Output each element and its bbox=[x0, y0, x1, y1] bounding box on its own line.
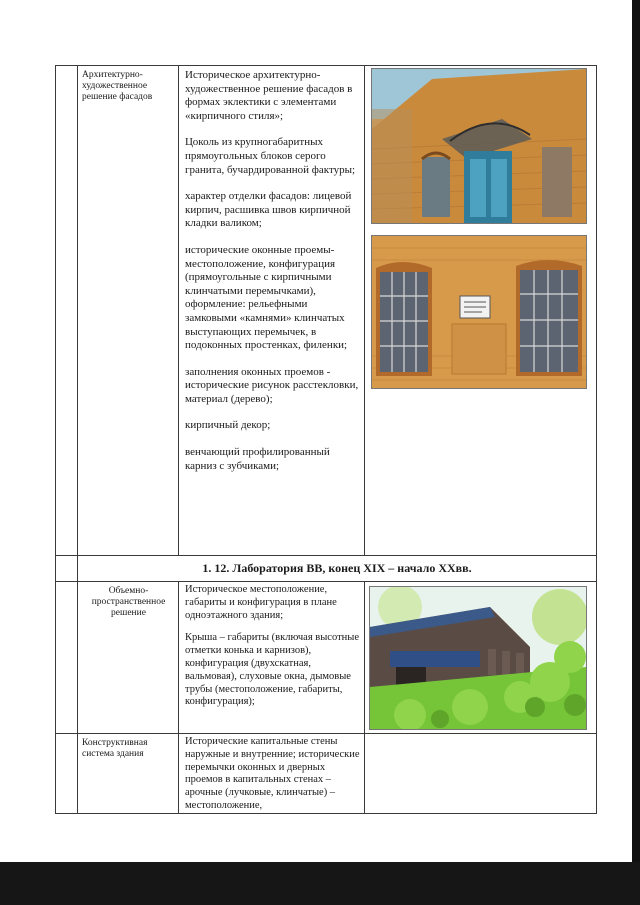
laboratory-building-photo bbox=[369, 586, 587, 730]
scan-edge-bottom bbox=[0, 862, 640, 905]
description-paragraph: Цоколь из крупногабаритных прямоугольных блоков серого гранита, бучардированной фактуры; bbox=[185, 136, 356, 176]
category-cell bbox=[78, 582, 179, 734]
description-paragraph: характер отделки фасадов: лицевой кирпич, расшивка швов кирпичной кладки валиком; bbox=[185, 190, 352, 230]
description-cell bbox=[179, 66, 365, 556]
brick-windows-image bbox=[372, 236, 586, 388]
category-cell bbox=[78, 66, 179, 556]
description-paragraph: Историческое архитектурно-художественное решение фасадов в формах эклектики с элементами «кирпичного стиля»; bbox=[185, 69, 353, 122]
index-cell bbox=[56, 734, 78, 814]
scan-edge-right bbox=[632, 0, 640, 905]
index-cell bbox=[56, 556, 78, 582]
photo-cell bbox=[365, 734, 597, 814]
table-row bbox=[56, 734, 597, 814]
laboratory-building-image bbox=[370, 587, 586, 729]
description-paragraph: Исторические капитальные стены наружные и внутренние; исторические перемычки оконных и дверных проемов в капитальных стенах – арочные (лучковые, клинчатые) – местоположение, bbox=[185, 736, 360, 811]
section-row bbox=[56, 556, 597, 582]
description-cell bbox=[179, 734, 365, 814]
category-label: Объемно-пространственное решение bbox=[91, 586, 166, 618]
section-title-cell bbox=[78, 556, 597, 582]
description-paragraph: исторические оконные проемы-местоположение, конфигурация (прямоугольные с кирпичными клинчатыми перемычками), оформление: рельефными замковыми «камнями» клинчатых выступающих перемычек, в подоконных простенках, филенки; bbox=[185, 243, 348, 352]
description-paragraph: Крыша – габариты (включая высотные отметки конька и карнизов), конфигурация (двухскатная, вальмовая), слуховые окна, дымовые трубы (местоположение, габариты, конфигурация); bbox=[185, 632, 360, 708]
brick-windows-photo bbox=[371, 235, 587, 389]
description-paragraph: Историческое местоположение, габариты и конфигурация в плане одноэтажного здания; bbox=[185, 584, 337, 621]
category-label: Архитектурно-художественное решение фасадов bbox=[82, 70, 153, 102]
index-cell bbox=[56, 582, 78, 734]
description-paragraph: заполнения оконных проемов - исторические рисунок расстекловки, материал (дерево); bbox=[185, 365, 359, 405]
category-cell bbox=[78, 734, 179, 814]
category-label: Конструктивная система здания bbox=[82, 738, 148, 759]
index-cell bbox=[56, 66, 78, 556]
description-paragraph: кирпичный декор; bbox=[185, 419, 271, 432]
facade-canopy-photo bbox=[371, 68, 587, 224]
description-paragraph: венчающий профилированный карниз с зубчиками; bbox=[185, 446, 330, 472]
description-cell bbox=[179, 582, 365, 734]
section-title: 1. 12. Лаборатория ВВ, конец XIX – начало XXвв. bbox=[202, 561, 472, 575]
facade-canopy-image bbox=[372, 69, 586, 223]
